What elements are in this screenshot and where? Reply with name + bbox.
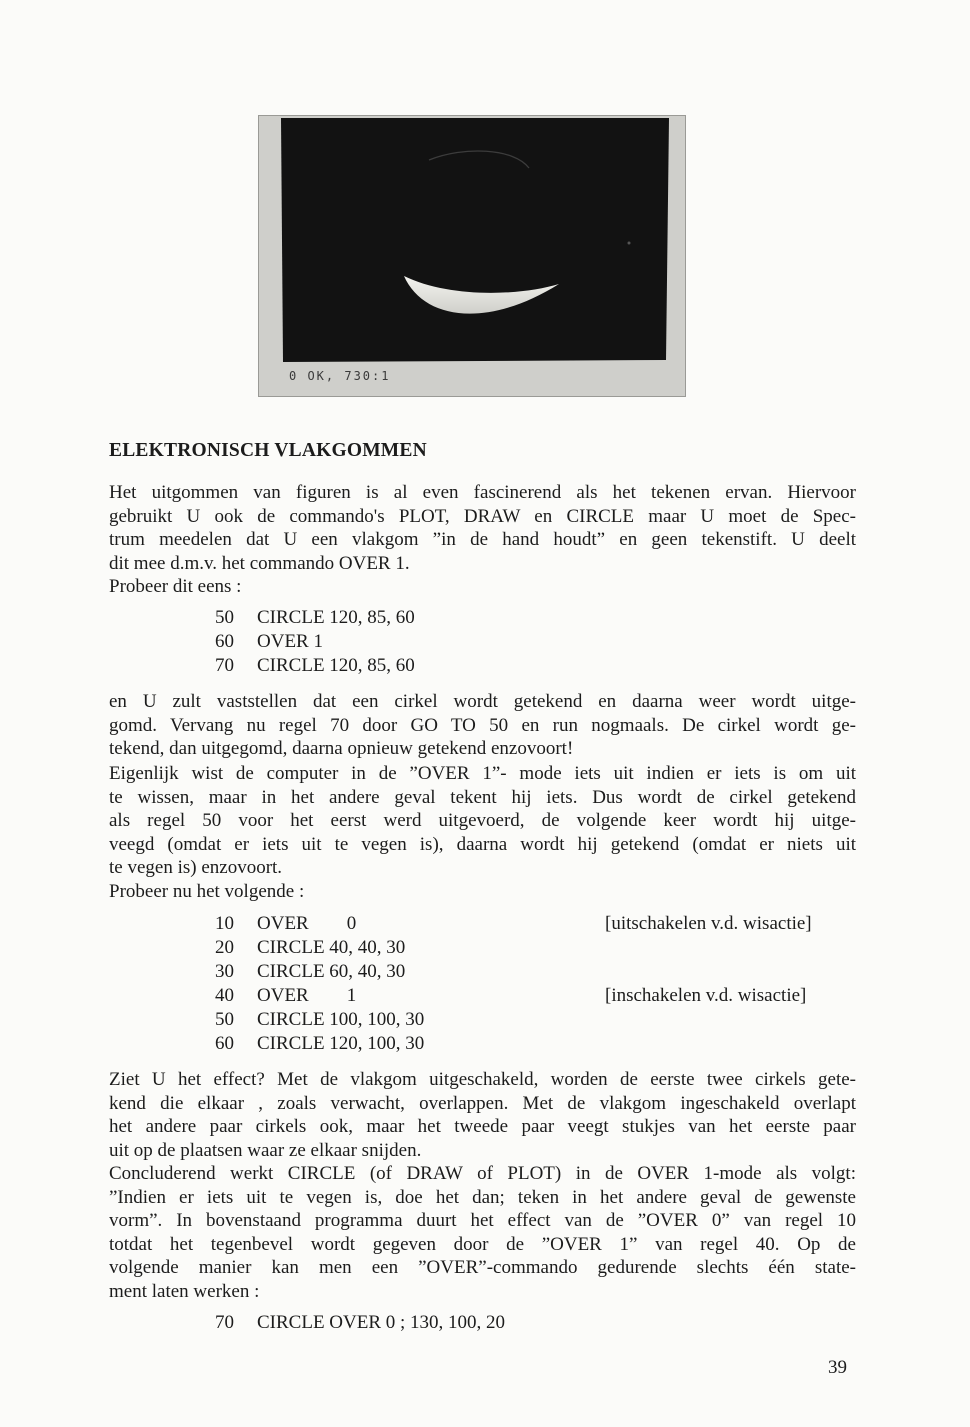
- text-line: trum meedelen dat U een vlakgom ”in de hand houdt” en geen tekenstift. U deelt: [109, 529, 856, 550]
- text-line: als regel 50 voor het eerst werd uitgevoerd, de volgende keer wordt hij uitge-: [109, 810, 856, 831]
- text-line: volgende manier kan men een ”OVER”-commando gedurende slechts één state-: [109, 1257, 856, 1278]
- line-number: 50: [215, 607, 234, 628]
- code-comment: [inschakelen v.d. wisactie]: [605, 985, 807, 1006]
- text-line: tekend, dan uitgegomd, daarna opnieuw getekend enzovoort!: [109, 738, 574, 759]
- text-line: uit op de plaatsen waar ze elkaar snijden.: [109, 1139, 422, 1161]
- code-statement: CIRCLE 40, 40, 30: [257, 937, 406, 958]
- code-statement: OVER 0: [257, 913, 357, 934]
- code-line: [215, 1311, 505, 1335]
- line-number: 40: [215, 985, 234, 1006]
- section-heading: ELEKTRONISCH VLAKGOMMEN: [109, 440, 427, 461]
- code-statement: CIRCLE 120, 100, 30: [257, 1033, 425, 1054]
- line-number: 10: [215, 913, 234, 934]
- code-statement: CIRCLE OVER 0 ; 130, 100, 20: [257, 1312, 506, 1333]
- text-line: ment laten werken :: [109, 1280, 260, 1302]
- text-line: ”Indien er iets uit te vegen is, doe het dan; teken in het andere geval de gewenste: [109, 1186, 856, 1208]
- code-line: [215, 1032, 424, 1056]
- line-number: 30: [215, 961, 234, 982]
- text-line: kend die elkaar , zoals verwacht, overlappen. Met de vlakgom ingeschakeld overlapt: [109, 1092, 856, 1114]
- code-statement: OVER 1: [257, 985, 357, 1006]
- text-line: het andere paar cirkels ook, maar het tweede paar veegt stukjes van het eerste paar: [109, 1116, 856, 1137]
- text-line: gomd. Vervang nu regel 70 door GO TO 50 en run nogmaals. De cirkel wordt ge-: [109, 714, 856, 736]
- text-line: Concluderend werkt CIRCLE (of DRAW of PLOT) in de OVER 1-mode als volgt:: [109, 1163, 856, 1184]
- code-line: [215, 936, 424, 960]
- code-statement: CIRCLE 100, 100, 30: [257, 1009, 425, 1030]
- screen-status-text: 0 OK, 730:1: [289, 369, 391, 383]
- page-number: 39: [828, 1357, 847, 1378]
- try-next-text: Probeer nu het volgende :: [109, 881, 305, 902]
- intro-paragraph: [109, 481, 856, 575]
- code-line: [215, 630, 415, 654]
- line-number: 60: [215, 1033, 234, 1054]
- text-line: Eigenlijk wist de computer in de ”OVER 1”- mode iets uit indien er iets is om uit: [109, 763, 856, 784]
- code-line: [215, 960, 424, 984]
- explanation-paragraph: [109, 762, 856, 880]
- line-number: 20: [215, 937, 234, 958]
- line-number: 50: [215, 1009, 234, 1030]
- line-number: 70: [215, 1312, 234, 1333]
- text-line: vorm”. In bovenstaand programma duurt het effect van de ”OVER 0” van regel 10: [109, 1210, 856, 1231]
- code-comment: [uitschakelen v.d. wisactie]: [605, 913, 812, 934]
- text-line: te vegen is) enzovoort.: [109, 857, 283, 878]
- screen-photo-image: [259, 116, 685, 396]
- code-line: [215, 606, 415, 630]
- line-number: 60: [215, 631, 234, 652]
- code-line: [215, 1008, 424, 1032]
- text-line: dit mee d.m.v. het commando OVER 1.: [109, 552, 410, 574]
- code-listing-3: [215, 1311, 505, 1335]
- line-number: 70: [215, 655, 234, 676]
- screen-photo: [258, 115, 686, 397]
- code-statement: CIRCLE 120, 85, 60: [257, 607, 415, 628]
- text-line: gebruikt U ook de commando's PLOT, DRAW en CIRCLE maar U moet de Spec-: [109, 505, 856, 527]
- conclusion-paragraph: [109, 1162, 856, 1303]
- code-line: [215, 912, 812, 936]
- code-listing-1: [215, 606, 415, 678]
- code-statement: OVER 1: [257, 631, 323, 652]
- code-line: [215, 984, 807, 1008]
- text-line: totdat het tegenbevel wordt gegeven door de ”OVER 1” van regel 40. Op de: [109, 1233, 856, 1255]
- try-this-text: Probeer dit eens :: [109, 576, 242, 597]
- code-statement: CIRCLE 120, 85, 60: [257, 655, 415, 676]
- effect-paragraph: [109, 1068, 856, 1162]
- text-line: en U zult vaststellen dat een cirkel wordt getekend en daarna weer wordt uitge-: [109, 691, 856, 712]
- text-line: veegd (omdat er iets uit te vegen is), daarna wordt hij getekend (omdat er niets uit: [109, 833, 856, 855]
- code-listing-2: [215, 912, 812, 1056]
- text-line: Het uitgommen van figuren is al even fascinerend als het tekenen ervan. Hiervoor: [109, 482, 856, 503]
- code-statement: CIRCLE 60, 40, 30: [257, 961, 406, 982]
- code-line: [215, 654, 415, 678]
- text-line: te wissen, maar in het andere geval tekent hij iets. Dus wordt de cirkel getekend: [109, 786, 856, 808]
- result-paragraph: [109, 690, 856, 761]
- text-line: Ziet U het effect? Met de vlakgom uitgeschakeld, worden de eerste twee cirkels gete-: [109, 1069, 856, 1090]
